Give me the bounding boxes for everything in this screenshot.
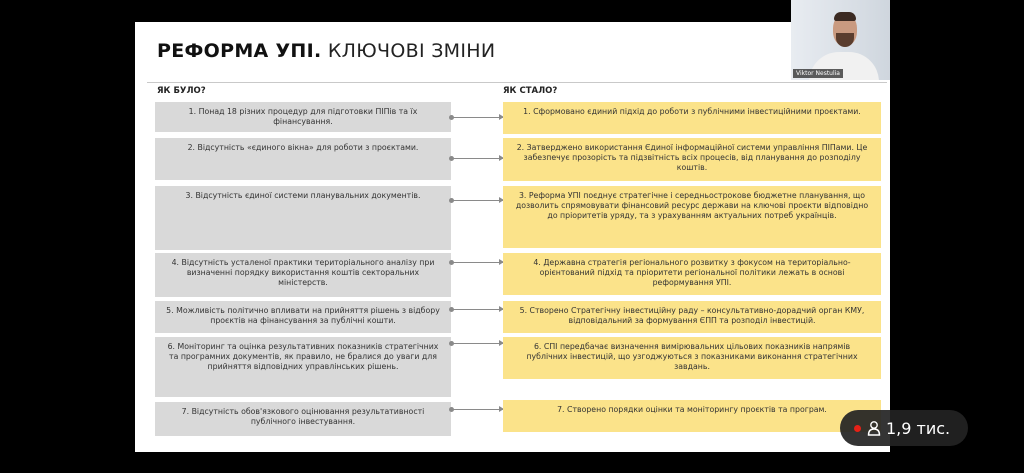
live-viewers-badge[interactable] <box>840 410 968 446</box>
right-column-header: ЯК СТАЛО? <box>503 86 558 96</box>
connector-arrow-6 <box>451 343 503 344</box>
after-item-1: 1. Сформовано єдиний підхід до роботи з публічними інвестиційними проєктами. <box>503 102 881 134</box>
slide-title <box>157 40 495 62</box>
connector-arrow-2 <box>451 158 503 159</box>
after-item-5: 5. Створено Стратегічну інвестиційну раду – консультативно-дорадчий орган КМУ, відповідальний за формування ЄПП та розподіл інвестицій. <box>503 301 881 333</box>
after-item-6: 6. СПІ передбачає визначення вимірювальних цільових показників напрямів публічних інвестицій, що узгоджуються з показниками виконання стратегічних завдань. <box>503 337 881 379</box>
connector-arrow-5 <box>451 309 503 310</box>
speaker-name-label: Viktor Nestulia <box>793 69 843 78</box>
connector-arrow-1 <box>451 117 503 118</box>
after-item-2: 2. Затверджено використання Єдиної інформаційної системи управління ПІПами. Це забезпечує прозорість та підзвітність всіх процесів, від планування до розподілу коштів. <box>503 138 881 181</box>
after-item-3: 3. Реформа УПІ поєднує стратегічне і середньострокове бюджетне планування, що дозволить спрямовувати фінансовий ресурс держави на ключові проєкти відповідно до пріоритетів уряду, та з урахуванням актуальних потреб українців. <box>503 186 881 248</box>
after-item-7: 7. Створено порядки оцінки та моніторингу проєктів та програм. <box>503 400 881 432</box>
connector-arrow-7 <box>451 409 503 410</box>
person-icon <box>867 420 881 436</box>
before-item-4: 4. Відсутність усталеної практики територіального аналізу при визначенні порядку використання коштів секторальних міністерств. <box>155 253 451 297</box>
connector-arrow-3 <box>451 200 503 201</box>
presentation-slide <box>135 22 890 452</box>
before-item-5: 5. Можливість політично впливати на прийняття рішень з відбору проєктів на фінансування за публічні кошти. <box>155 301 451 333</box>
before-item-3: 3. Відсутність єдиної системи планувальних документів. <box>155 186 451 250</box>
live-dot-icon <box>854 425 861 432</box>
slide-title-bold: РЕФОРМА УПІ. <box>157 40 322 62</box>
before-item-2: 2. Відсутність «єдиного вікна» для роботи з проєктами. <box>155 138 451 180</box>
connector-arrow-4 <box>451 262 503 263</box>
title-divider <box>147 82 887 83</box>
viewer-count: 1,9 тис. <box>886 418 951 438</box>
before-item-6: 6. Моніторинг та оцінка результативних показників стратегічних та програмних документів, як правило, не бралися до уваги для прийняття відповідних управлінських рішень. <box>155 337 451 397</box>
slide-title-light: КЛЮЧОВІ ЗМІНИ <box>327 40 496 62</box>
speaker-webcam <box>791 0 890 80</box>
left-column-header: ЯК БУЛО? <box>157 86 206 96</box>
before-item-1: 1. Понад 18 різних процедур для підготовки ПІПів та їх фінансування. <box>155 102 451 132</box>
before-item-7: 7. Відсутність обов'язкового оцінювання результативності публічного інвестування. <box>155 402 451 436</box>
after-item-4: 4. Державна стратегія регіонального розвитку з фокусом на територіально-орієнтований підхід та пріоритети регіональної політики лежать в основі реформування УПІ. <box>503 253 881 295</box>
